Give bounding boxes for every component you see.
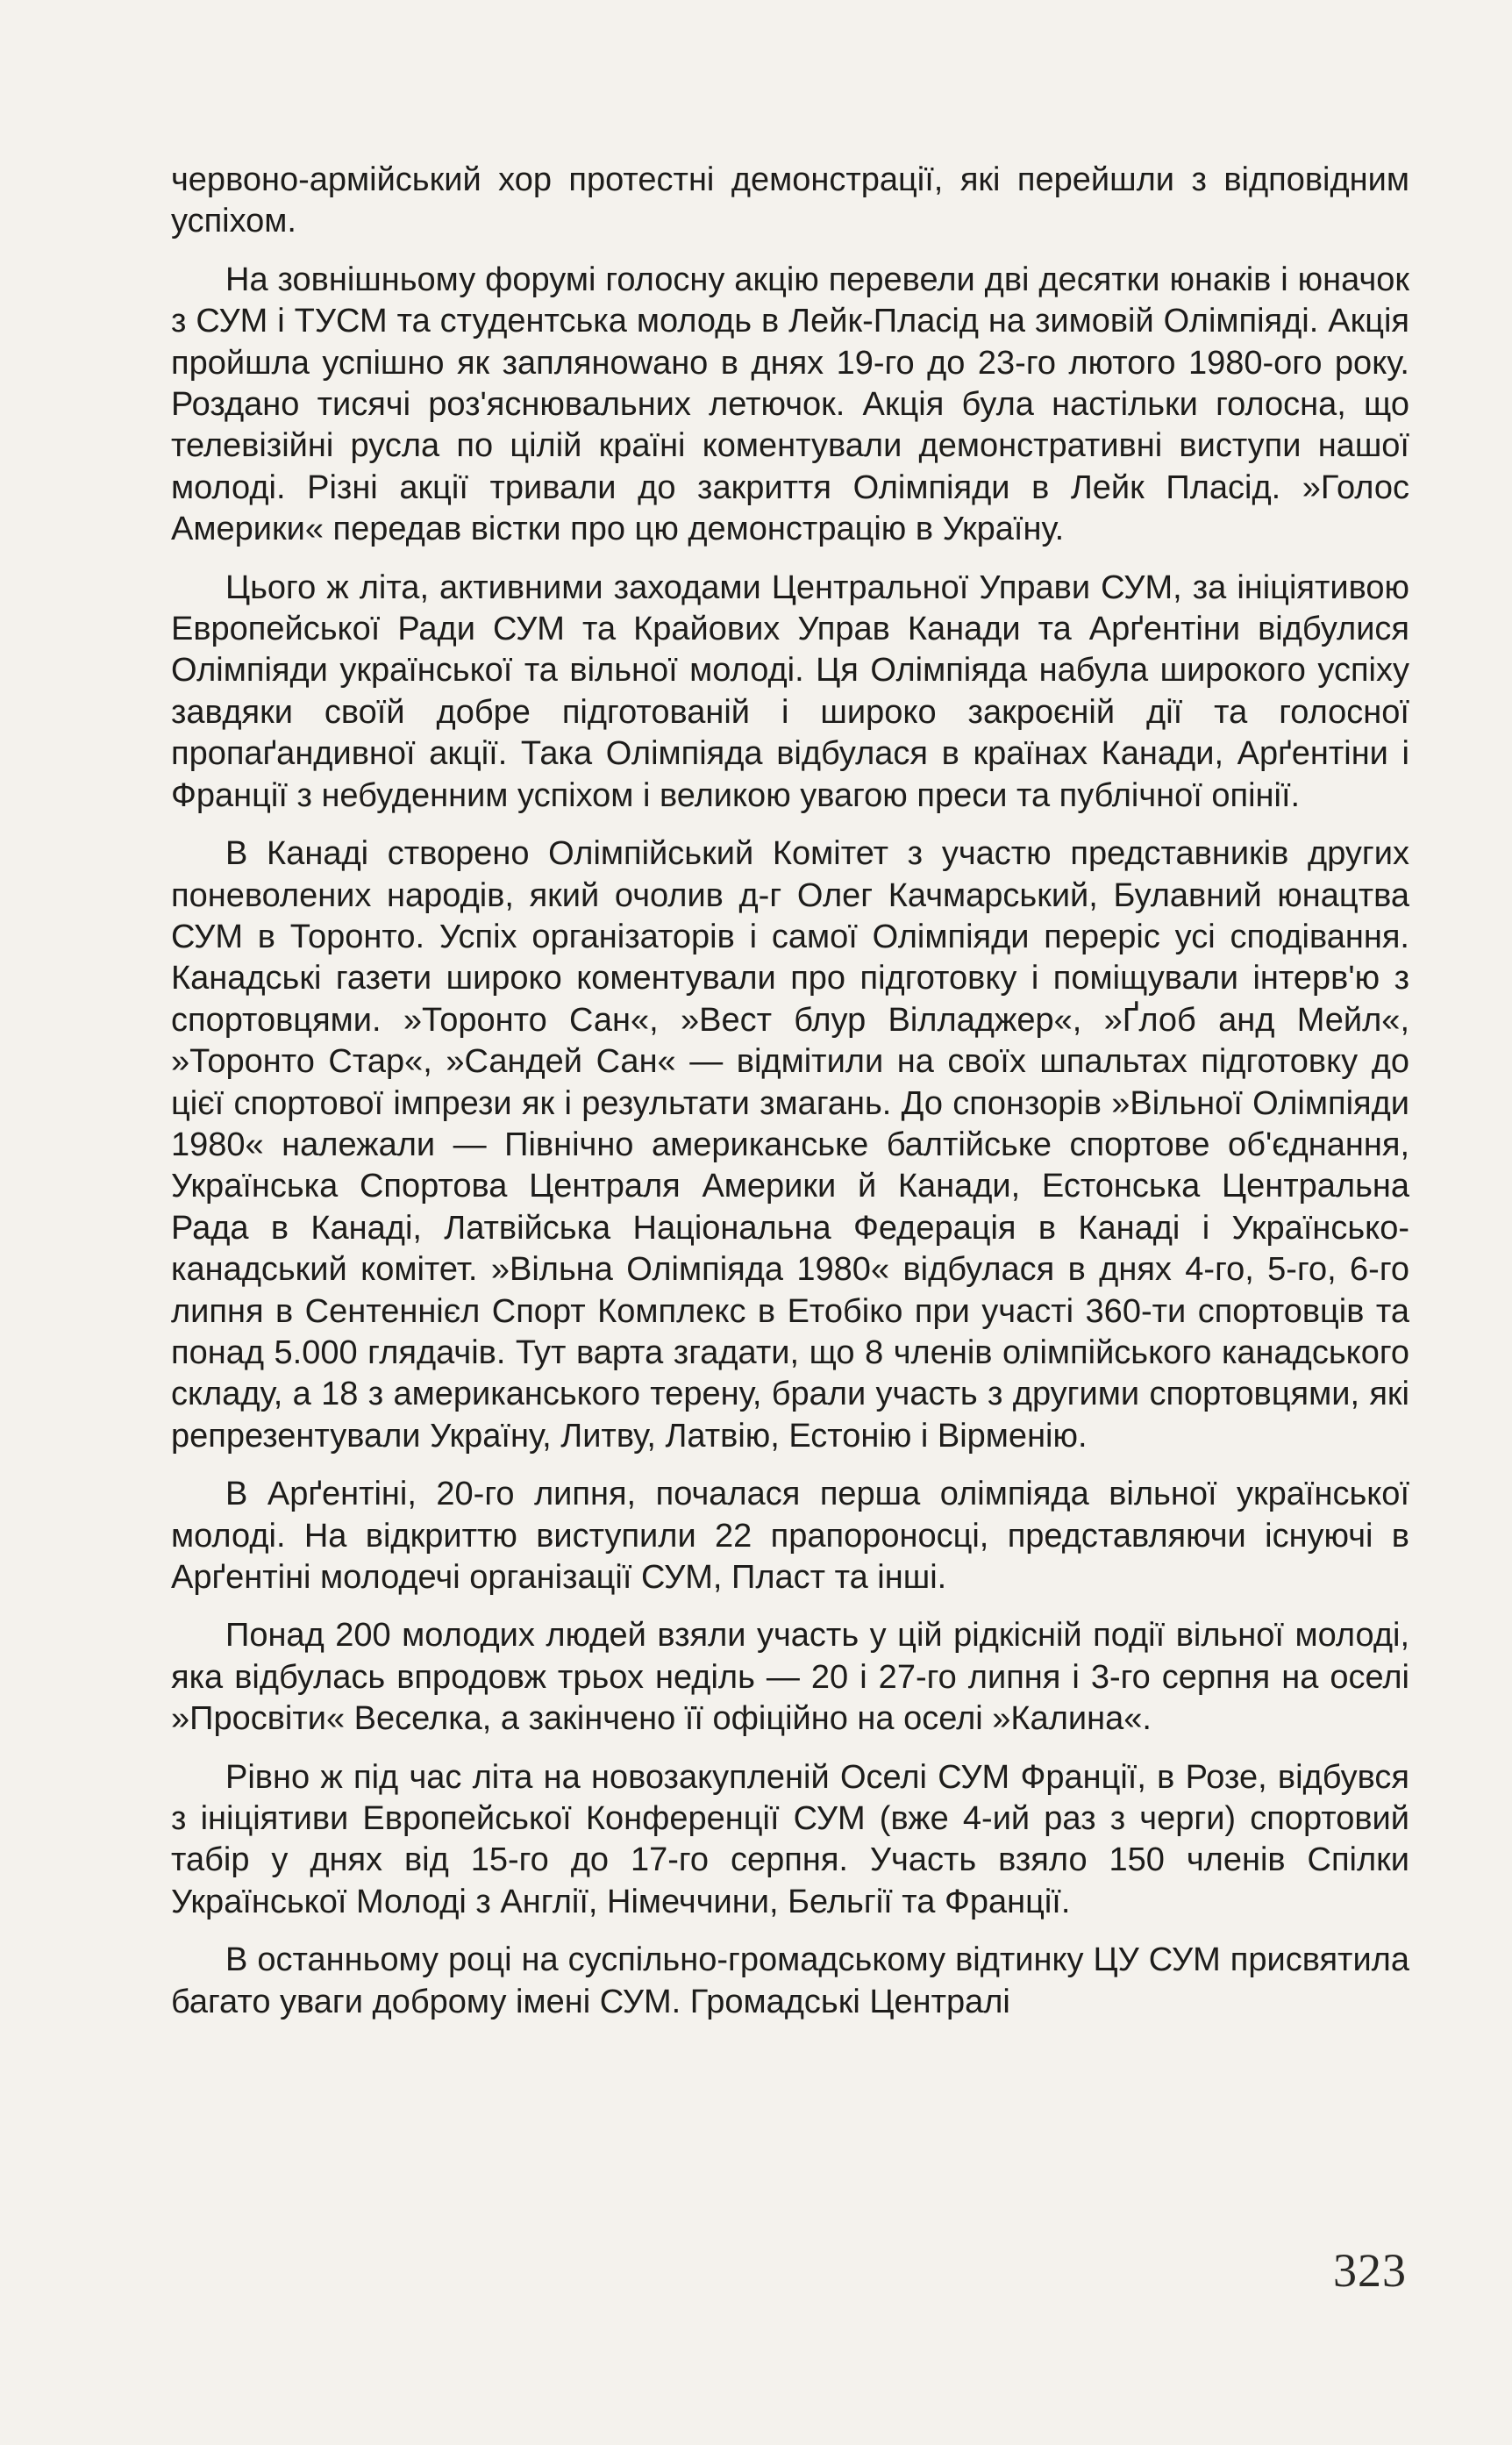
page-number: 323 bbox=[1333, 2244, 1407, 2297]
body-text bbox=[171, 160, 1409, 2023]
paragraph: Рівно ж під час літа на новозакупленій Оселі СУМ Франції, в Розе, відбувся з ініціятиви Европейської Конференції СУМ (вже 4-ий раз з черги) спортовий табір у днях від 15-го до 17-го серпня. Участь взяло 150 членів Спілки Української Молоді з Англії, Німеччини, Бельгії та Франції. bbox=[171, 1758, 1409, 1920]
paragraph: В Арґентіні, 20-го липня, почалася перша олімпіяда вільної української молоді. На відкриттю виступили 22 прапороносці, представляючи існуючі в Арґентіні молодечі організації СУМ, Пласт та інші. bbox=[171, 1476, 1409, 1596]
paragraph: Цього ж літа, активними заходами Центральної Управи СУМ, за ініціятивою Европейської Ради СУМ та Крайових Управ Канади та Арґентіни відбулися Олімпіяди української та вільної молоді. Ця Олімпіяда набула широкого успіху завдяки своїй добре підготованій і широко закроєній дії та голосної пропаґандивної акції. Така Олімпіяда відбулася в країнах Канади, Арґентіни і Франції з небуденним успіхом і великою увагою преси та публічної опінії. bbox=[171, 568, 1409, 814]
paragraph: На зовнішньому форумі голосну акцію перевели дві десятки юнаків і юначок з СУМ і ТУСМ та студентська молодь в Лейк-Пласід на зимовій Олімпіяді. Акція пройшла успішно як заплянowано в днях 19-го до 23-го лютого 1980-ого року. Роздано тисячі роз'яснювальних летючок. Акція була настільки голосна, що телевізійні русла по цілій країні коментували демонстративні виступи нашої молоді. Різні акції тривали до закриття Олімпіяди в Лейк Пласід. »Голос Америки« передав вістки про цю демонстрацію в Україну. bbox=[171, 261, 1409, 548]
paragraph: Понад 200 молодих людей взяли участь у цій рідкісній події вільної молоді, яка відбулась впродовж трьох неділь — 20 і 27-го липня і 3-го серпня на оселі »Просвіти« Веселка, а закінчено її офіційно на оселі »Калина«. bbox=[171, 1617, 1409, 1738]
paragraph-continued: червоно-армійський хор протестні демонстрації, які перейшли з відповідним успіхом. bbox=[171, 161, 1409, 240]
paragraph: В Канаді створено Олімпійський Комітет з участю представників других поневолених народів, який очолив д-г Олег Качмарський, Булавний юнацтва СУМ в Торонто. Успіх організаторів і самої Олімпіяди переріс усі сподівання. Канадські газети широко коментували про підготовку і поміщували інтерв'ю з спортовцями. »Торонто Сан«, »Вест блур Вілладжер«, »Ґлоб анд Мейл«, »Торонто Стар«, »Сандей Сан« — відмітили на своїх шпальтах підготовку до цієї спортової імпрези як і результати змагань. До спонзорів »Вільної Олімпіяди 1980« належали — Північно американське балтійське спортове об'єднання, Українська Спортова Централя Америки й Канади, Естонська Центральна Рада в Канаді, Латвійська Національна Федерація в Канаді і Українсько-канадський комітет. »Вільна Олімпіяда 1980« відбулася в днях 4-го, 5-го, 6-го липня в Сентеннієл Спорт Комплекс в Етобіко при участі 360-ти спортовців та понад 5.000 глядачів. Тут варта згадати, що 8 членів олімпійського канадського складу, а 18 з американського терену, брали участь з другими спортовцями, які репрезентували Україну, Литву, Латвію, Естонію і Вірменію. bbox=[171, 835, 1409, 1455]
paragraph: В останньому році на суспільно-громадському відтинку ЦУ СУМ присвятила багато уваги доброму імені СУМ. Громадські Централі bbox=[171, 1941, 1409, 2020]
